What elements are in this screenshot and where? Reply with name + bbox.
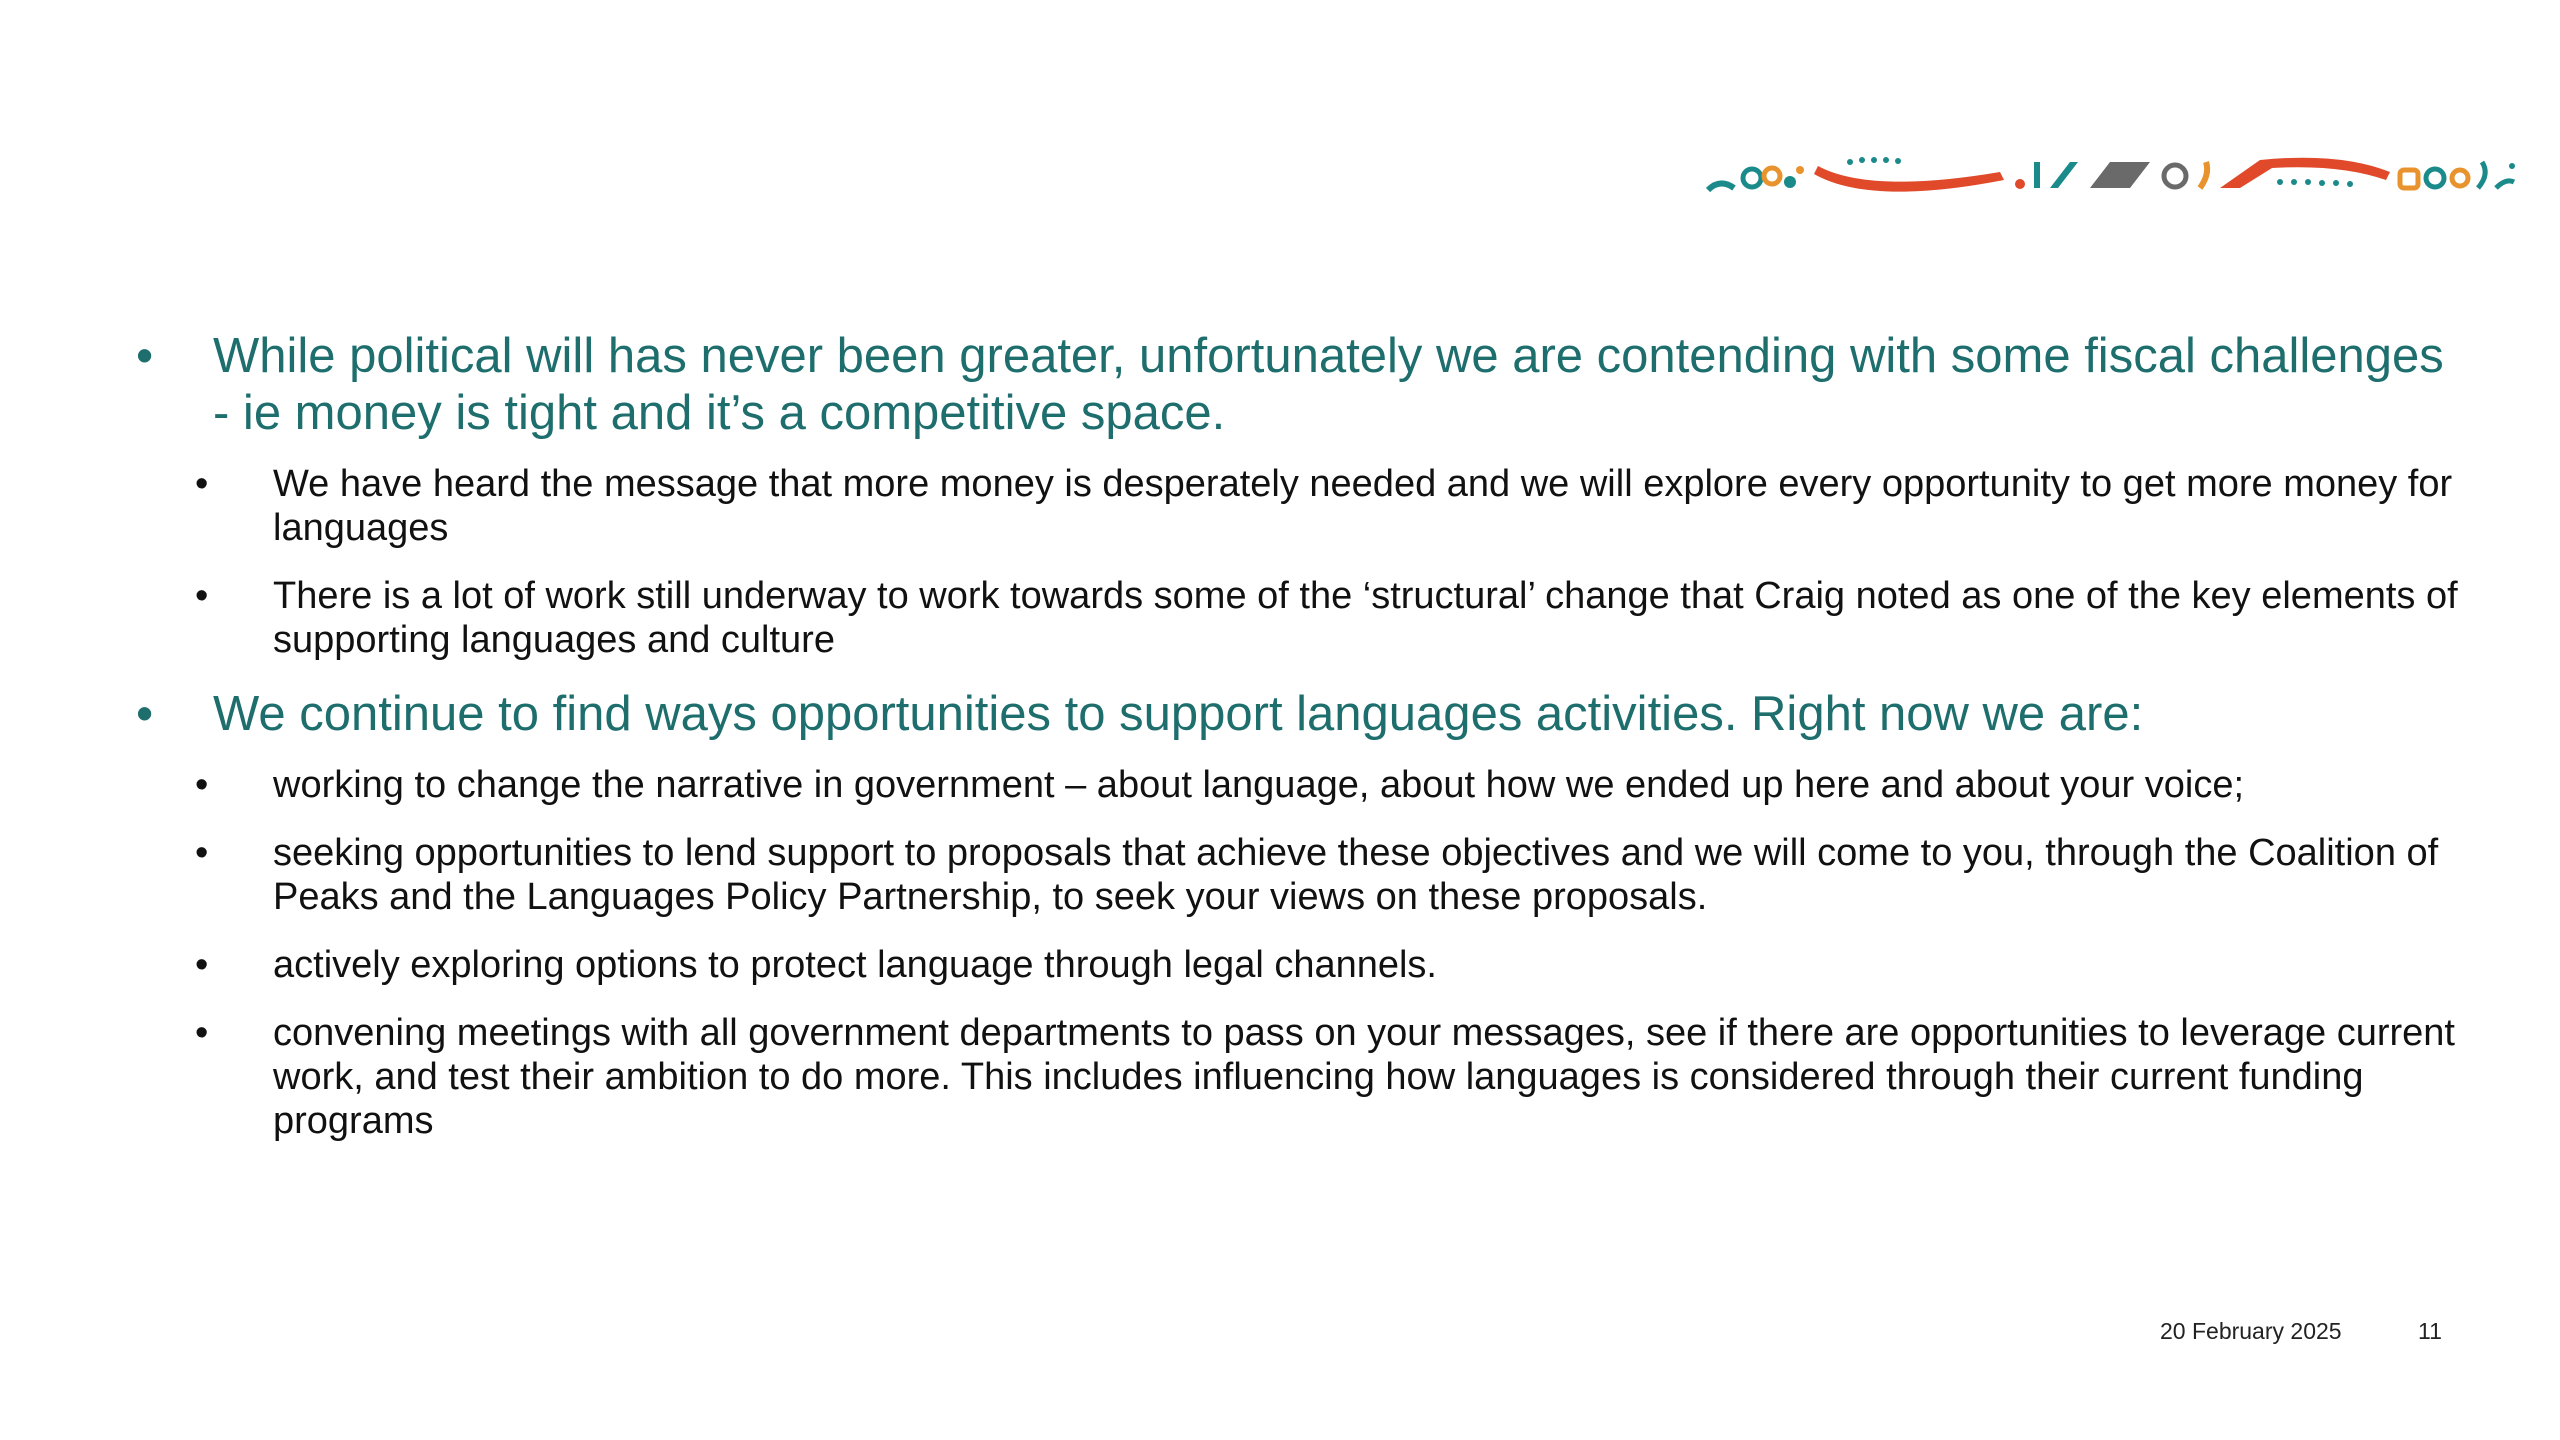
bullet-icon: •	[195, 463, 209, 505]
sub-bullet-text: seeking opportunities to lend support to proposals that achieve these objectives and we will come to you, through the Coalition of Peaks and the Languages Policy Partnership, to seek your views on these proposals.	[273, 832, 2439, 918]
sub-bullet-text: There is a lot of work still underway to work towards some of the ‘structural’ change that Craig noted as one of the key elements of supporting languages and culture	[273, 575, 2458, 661]
bullet-icon: •	[195, 944, 209, 986]
bullet-icon: •	[195, 575, 209, 617]
sub-bullet-text: We have heard the message that more money is desperately needed and we will explore every opportunity to get more money for languages	[273, 463, 2453, 549]
sub-bullet-text: convening meetings with all government departments to pass on your messages, see if there are opportunities to leverage current work, and test their ambition to do more. This includes influencing how languages is considered through their current funding programs	[273, 1012, 2455, 1142]
sub-bullet-item	[128, 943, 2458, 987]
bullet-item	[128, 328, 2458, 442]
sub-bullet-item	[128, 831, 2458, 919]
bullet-icon: •	[136, 329, 154, 383]
sub-bullet-item	[128, 763, 2458, 807]
bullet-icon: •	[195, 764, 209, 806]
page-number: 11	[2418, 1318, 2442, 1344]
bullet-icon: •	[195, 1012, 209, 1054]
bullet-icon: •	[136, 687, 154, 741]
sub-bullet-text: working to change the narrative in government – about language, about how we ended up here and about your voice;	[273, 764, 2245, 806]
bullet-item	[128, 686, 2458, 743]
decorative-banner	[1700, 148, 2520, 198]
bullet-list	[128, 328, 2458, 1167]
sub-bullet-item	[128, 1011, 2458, 1143]
sub-bullet-item	[128, 574, 2458, 662]
bullet-icon: •	[195, 832, 209, 874]
bullet-text: We continue to find ways opportunities to support languages activities. Right now we are:	[213, 687, 2144, 741]
bullet-text: While political will has never been greater, unfortunately we are contending with some fiscal challenges - ie money is tight and it’s a competitive space.	[213, 329, 2444, 440]
footer-date: 20 February 2025	[2160, 1318, 2342, 1344]
sub-bullet-text: actively exploring options to protect language through legal channels.	[273, 944, 1437, 986]
sub-bullet-item	[128, 462, 2458, 550]
